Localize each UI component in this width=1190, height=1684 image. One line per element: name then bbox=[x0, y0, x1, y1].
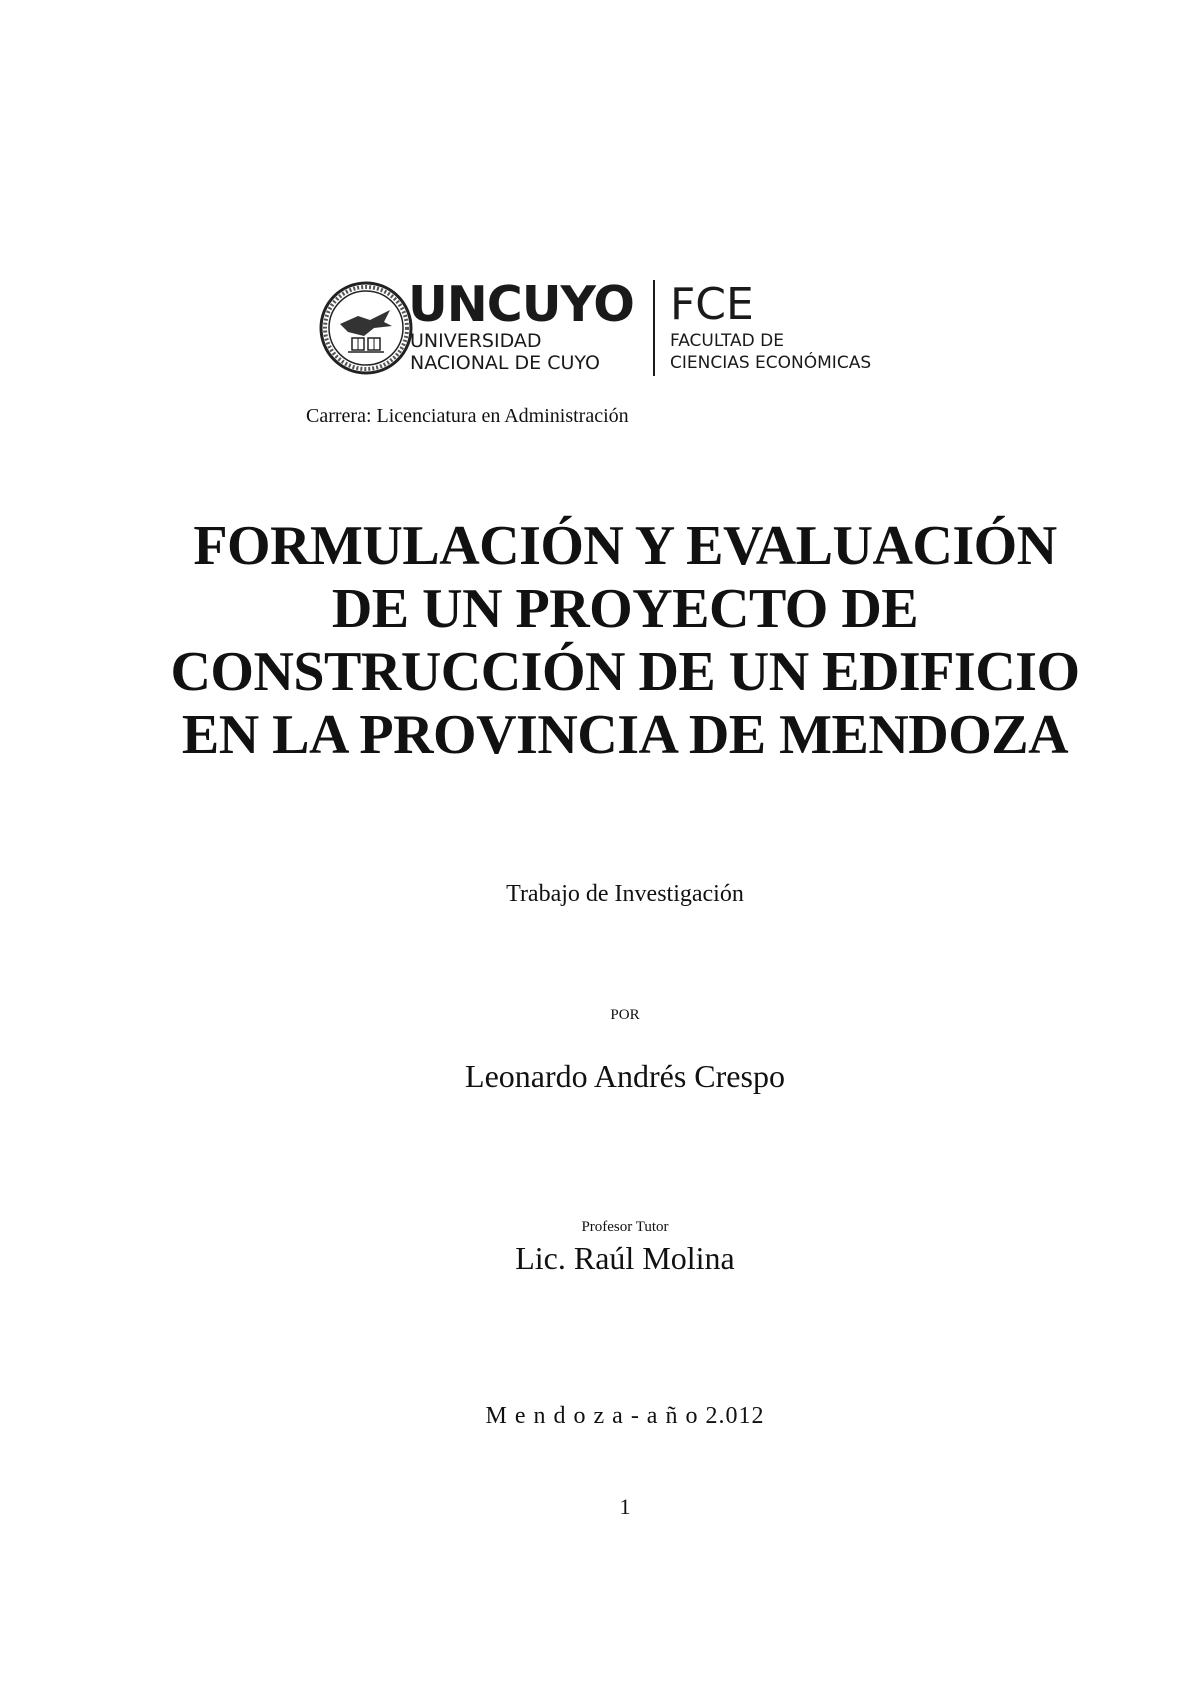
university-name-line-2: NACIONAL DE CUYO bbox=[410, 352, 600, 374]
document-title bbox=[100, 515, 1150, 767]
author-name: Leonardo Andrés Crespo bbox=[465, 1058, 785, 1094]
university-name bbox=[410, 330, 600, 374]
work-type: Trabajo de Investigación bbox=[506, 881, 744, 907]
page-number: 1 bbox=[619, 1494, 631, 1519]
institution-logo bbox=[318, 276, 918, 380]
university-seal-icon bbox=[318, 280, 414, 376]
university-name-line-1: UNIVERSIDAD bbox=[410, 330, 542, 352]
title-line-2: DE UN PROYECTO DE bbox=[331, 578, 919, 640]
logo-divider bbox=[653, 280, 655, 376]
faculty-acronym: FCE bbox=[670, 279, 754, 330]
title-line-4: EN LA PROVINCIA DE MENDOZA bbox=[181, 704, 1069, 766]
tutor-name: Lic. Raúl Molina bbox=[515, 1240, 735, 1276]
by-label: POR bbox=[610, 1007, 640, 1023]
place-and-year: M e n d o z a - a ñ o 2.012 bbox=[485, 1403, 765, 1429]
faculty-name-line-2: CIENCIAS ECONÓMICAS bbox=[670, 353, 872, 373]
title-line-3: CONSTRUCCIÓN DE UN EDIFICIO bbox=[170, 641, 1080, 703]
title-line-1: FORMULACIÓN Y EVALUACIÓN bbox=[193, 515, 1057, 577]
faculty-name bbox=[670, 330, 871, 374]
career-label: Carrera: Licenciatura en Administración bbox=[306, 405, 629, 427]
faculty-name-line-1: FACULTAD DE bbox=[670, 331, 785, 351]
university-acronym: UNCUYO bbox=[408, 276, 634, 333]
tutor-label: Profesor Tutor bbox=[581, 1219, 669, 1235]
